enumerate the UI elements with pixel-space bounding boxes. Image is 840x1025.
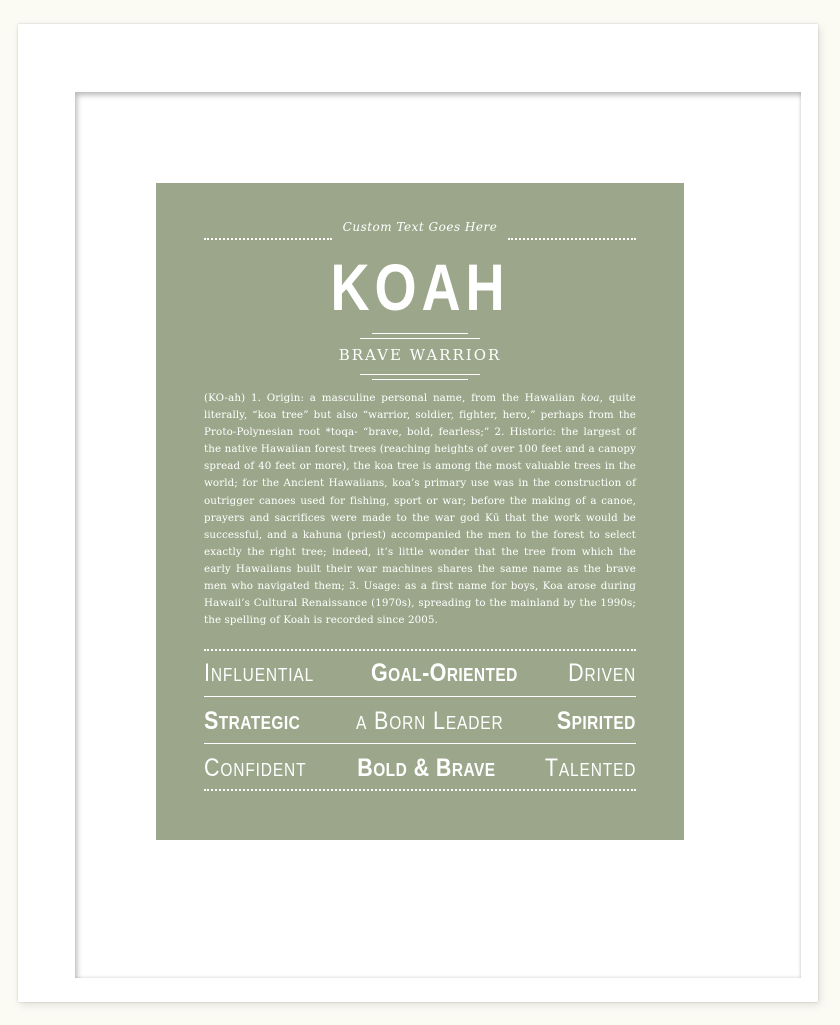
trait: Confident bbox=[204, 753, 307, 782]
rule-short-top bbox=[372, 333, 468, 334]
definition-part-2: , quite literally, “koa tree” but also “warrior, soldier, fighter, hero,” perhaps from the Proto-Polynesian root *toqa- “brave, bold, fearless;” 2. Historic: the largest of the native Hawaiian forest trees (reaching heights of over 100 feet and a canopy spread of 40 feet or more), the koa tree is among the most valuable trees in the world; for the Ancient Hawaiians, koa’s primary use was in the construction of outrigger canoes used for fishing, sport or war; before the making of a canoe, prayers and sacrifices were made to the war god Kū that the work would be successful, and a kahuna (priest) accompanied the men to the forest to select exactly the right tree; indeed, it’s little wonder that the tree from which the early Hawaiians built their war machines shares the same name as the brave men who navigated them; 3. Usage: as a first name for boys, Koa arose during Hawaii’s Cultural Renaissance (1970s), spreading to the mainland by the 1990s; the spelling of Koah is recorded since 2005. bbox=[204, 392, 636, 627]
trait-line-1 bbox=[204, 655, 636, 691]
dotted-divider-traits-top bbox=[204, 649, 636, 651]
dotted-divider-traits-bottom bbox=[204, 789, 636, 791]
trait: Talented bbox=[544, 753, 636, 782]
dotted-divider-left bbox=[204, 238, 332, 240]
name-meaning: BRAVE WARRIOR bbox=[338, 346, 502, 364]
rule-long-top bbox=[360, 338, 480, 339]
name-print bbox=[156, 183, 684, 840]
name-title: KOAH bbox=[330, 250, 510, 324]
trait-separator bbox=[204, 696, 636, 697]
trait: Goal-Oriented bbox=[371, 658, 518, 687]
trait-separator bbox=[204, 743, 636, 744]
trait: Spirited bbox=[557, 706, 636, 735]
trait-line-3 bbox=[204, 750, 636, 786]
trait: Driven bbox=[567, 658, 636, 687]
dotted-divider-right bbox=[508, 238, 636, 240]
definition-koa-word: koa bbox=[580, 392, 600, 404]
trait: Bold & Brave bbox=[357, 753, 496, 782]
rule-short-bottom bbox=[372, 379, 468, 380]
custom-text: Custom Text Goes Here bbox=[342, 220, 498, 234]
definition-part-1: (KO-ah) 1. Origin: a masculine personal name, from the Hawaiian bbox=[204, 392, 581, 404]
trait: Influential bbox=[204, 658, 315, 687]
name-definition bbox=[204, 390, 636, 629]
trait: a Born Leader bbox=[356, 706, 504, 735]
rule-long-bottom bbox=[360, 374, 480, 375]
trait: Strategic bbox=[204, 706, 301, 735]
trait-line-2 bbox=[204, 703, 636, 739]
